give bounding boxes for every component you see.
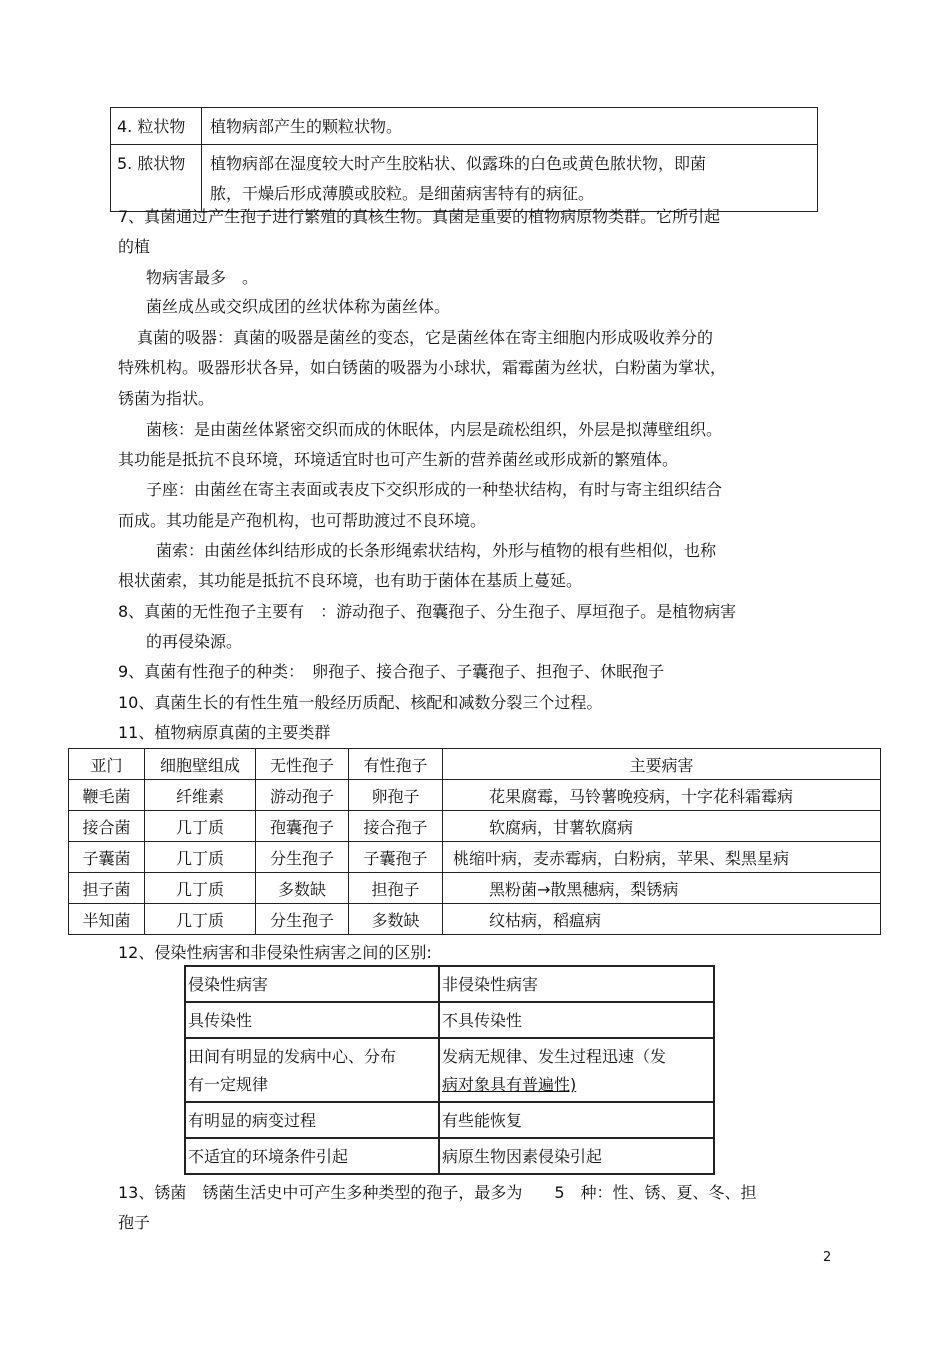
paragraph-line: 10、真菌生长的有性生殖一般经历质配、核配和减数分裂三个过程。 (118, 693, 603, 712)
paragraph-line: 菌丝成丛或交织成团的丝状体称为菌丝体。 (146, 297, 451, 316)
table-cell: 卵孢子 (349, 780, 443, 811)
paragraph-line: 而成。其功能是产孢机构，也可帮助渡过不良环境。 (118, 511, 487, 530)
table-cell: 4. 粒状物 (111, 108, 202, 145)
section-heading: 11、植物病原真菌的主要类群 (118, 723, 331, 742)
paragraph-line: 7、真菌通过产生孢子进行繁殖的真核生物。真菌是重要的植物病原物类群。它所引起 (118, 207, 721, 226)
column-header: 亚门 (69, 749, 145, 780)
table-cell: 鞭毛菌 (69, 780, 145, 811)
table-cell: 桃缩叶病，麦赤霉病，白粉病，苹果、梨黑星病 (443, 842, 881, 873)
table-row (185, 1038, 714, 1102)
table-cell: 分生孢子 (256, 842, 349, 873)
table-cell: 几丁质 (145, 811, 256, 842)
table-cell: 非侵染性病害 (439, 966, 714, 1002)
section-heading: 12、侵染性病害和非侵染性病害之间的区别: (118, 943, 432, 962)
table-cell: 软腐病，甘薯软腐病 (443, 811, 881, 842)
table-cell: 病原生物因素侵染引起 (439, 1138, 714, 1174)
table-cell: 子囊菌 (69, 842, 145, 873)
table-cell: 几丁质 (145, 842, 256, 873)
table-cell: 植物病部产生的颗粒状物。 (202, 108, 818, 145)
table-row (69, 780, 881, 811)
table-cell: 分生孢子 (256, 904, 349, 935)
table-row (111, 108, 818, 145)
cell-line: 病对象具有普遍性) (442, 1075, 577, 1094)
table-cell: 半知菌 (69, 904, 145, 935)
table-row (111, 145, 818, 212)
cell-line: 田间有明显的发病中心、分布 (188, 1047, 397, 1066)
table-cell: 接合孢子 (349, 811, 443, 842)
column-header: 有性孢子 (349, 749, 443, 780)
table-cell (185, 1038, 439, 1102)
table-cell: 子囊孢子 (349, 842, 443, 873)
cell-line: 植物病部在湿度较大时产生胶粘状、似露珠的白色或黄色脓状物，即菌 (210, 154, 707, 173)
table-row (185, 966, 714, 1002)
paragraph-line: 菌核：是由菌丝体紧密交织而成的休眠体，内层是疏松组织，外层是拟薄壁组织。 (146, 420, 723, 439)
table-cell: 几丁质 (145, 904, 256, 935)
paragraph-line: 物病害最多 。 (146, 268, 259, 287)
table-cell: 具传染性 (185, 1002, 439, 1038)
table-row (69, 811, 881, 842)
paragraph-line: 孢子 (118, 1213, 151, 1232)
table-row (185, 1102, 714, 1138)
symptom-table (110, 107, 818, 212)
paragraph-line: 特殊机构。吸器形状各异，如白锈菌的吸器为小球状，霜霉菌为丝状，白粉菌为掌状， (118, 358, 727, 377)
paragraph-line: 的再侵染源。 (146, 632, 243, 651)
table-cell: 纤维素 (145, 780, 256, 811)
table-cell: 多数缺 (349, 904, 443, 935)
table-row (69, 842, 881, 873)
paragraph-line: 菌索：由菌丝体纠结形成的长条形绳索状结构，外形与植物的根有些相似，也称 (156, 541, 717, 560)
paragraph-line: 子座：由菌丝在寄主表面或表皮下交织形成的一种垫状结构，有时与寄主组织结合 (146, 480, 723, 499)
paragraph-line: 的植 (118, 237, 151, 256)
paragraph-line: 真菌的吸器：真菌的吸器是菌丝的变态，它是菌丝体在寄主细胞内形成吸收养分的 (137, 328, 714, 347)
table-cell: 有些能恢复 (439, 1102, 714, 1138)
cell-line: 脓，干燥后形成薄膜或胶粒。是细菌病害特有的病征。 (210, 184, 595, 203)
table-cell: 黑粉菌→散黑穗病，梨锈病 (443, 873, 881, 904)
column-header: 细胞壁组成 (145, 749, 256, 780)
table-cell: 游动孢子 (256, 780, 349, 811)
paragraph-line: 13、锈菌 锈菌生活史中可产生多种类型的孢子，最多为 5 种：性、锈、夏、冬、担 (118, 1183, 757, 1202)
table-row (69, 873, 881, 904)
column-header: 无性孢子 (256, 749, 349, 780)
table-cell: 不具传染性 (439, 1002, 714, 1038)
table-cell: 不适宜的环境条件引起 (185, 1138, 439, 1174)
table-row (185, 1002, 714, 1038)
page-number: 2 (823, 1250, 832, 1265)
table-cell: 侵染性病害 (185, 966, 439, 1002)
paragraph-line: 8、真菌的无性孢子主要有 ：游动孢子、孢囊孢子、分生孢子、厚垣孢子。是植物病害 (118, 602, 737, 621)
table-cell: 担子菌 (69, 873, 145, 904)
table-cell: 接合菌 (69, 811, 145, 842)
table-header-row (69, 749, 881, 780)
column-header: 主要病害 (443, 749, 881, 780)
table-cell (439, 1038, 714, 1102)
comparison-table (184, 965, 715, 1175)
table-cell: 担孢子 (349, 873, 443, 904)
table-cell: 纹枯病，稻瘟病 (443, 904, 881, 935)
table-cell: 花果腐霉，马铃薯晚疫病，十字花科霜霉病 (443, 780, 881, 811)
paragraph-line: 根状菌索，其功能是抵抗不良环境，也有助于菌体在基质上蔓延。 (118, 571, 583, 590)
table-cell: 5. 脓状物 (111, 145, 202, 212)
cell-line: 有一定规律 (188, 1075, 269, 1094)
paragraph-line: 锈菌为指状。 (118, 389, 215, 408)
fungi-groups-table (68, 748, 881, 935)
table-cell: 有明显的病变过程 (185, 1102, 439, 1138)
table-cell: 几丁质 (145, 873, 256, 904)
table-row (185, 1138, 714, 1174)
table-cell: 孢囊孢子 (256, 811, 349, 842)
table-row (69, 904, 881, 935)
cell-line: 发病无规律、发生过程迅速（发 (442, 1047, 667, 1066)
paragraph-line: 9、真菌有性孢子的种类： 卵孢子、接合孢子、子囊孢子、担孢子、休眠孢子 (118, 662, 665, 681)
paragraph-line: 其功能是抵抗不良环境，环境适宜时也可产生新的营养菌丝或形成新的繁殖体。 (118, 450, 679, 469)
table-cell: 多数缺 (256, 873, 349, 904)
table-cell (202, 145, 818, 212)
